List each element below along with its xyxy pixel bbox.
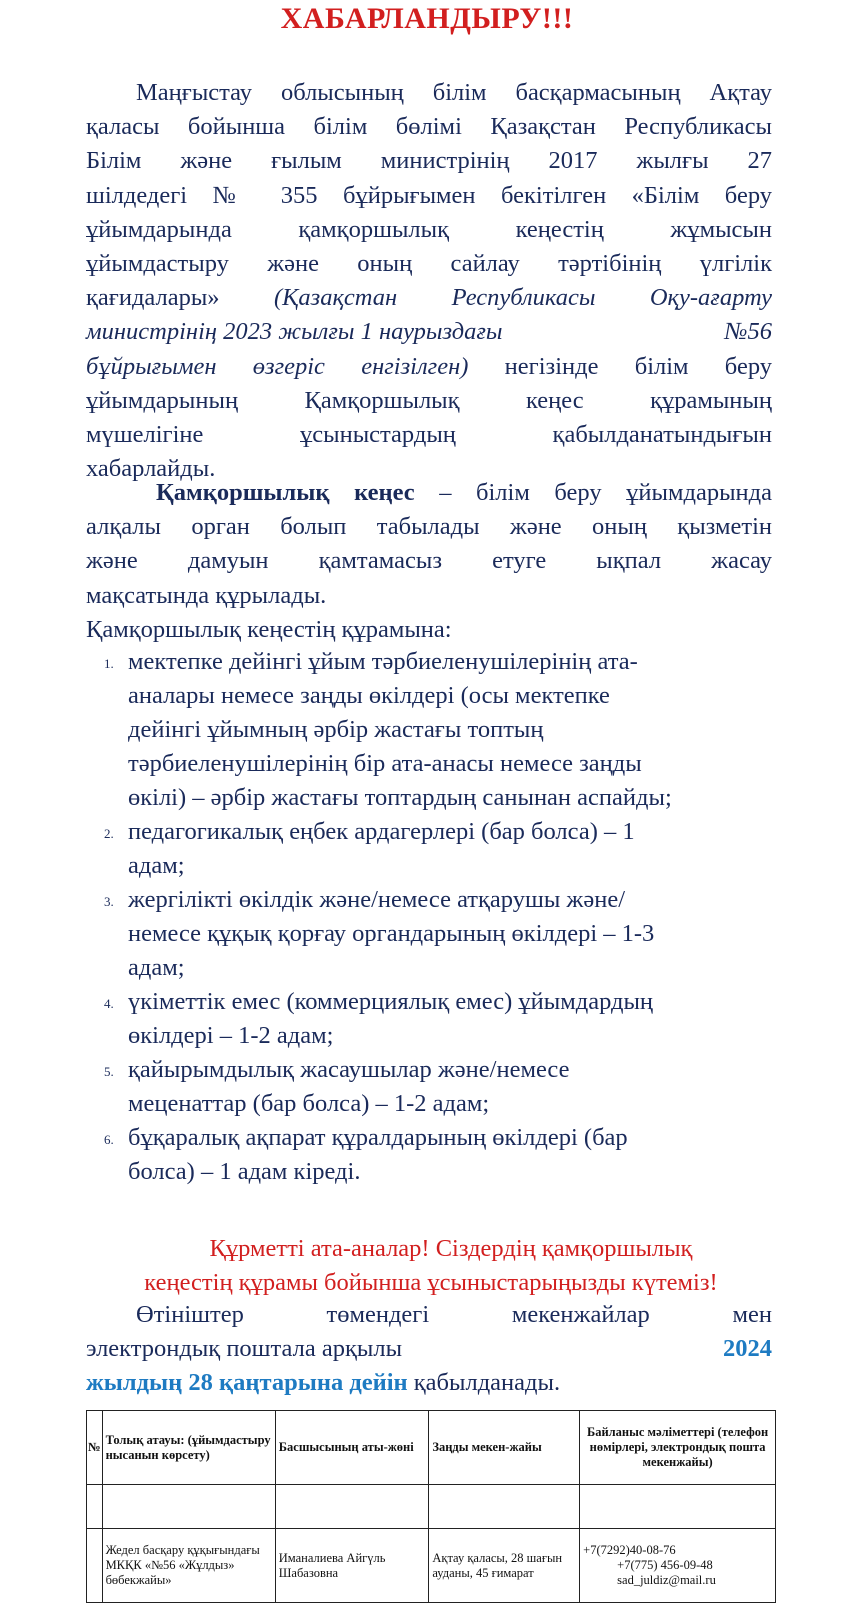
deadline-year: 2024 — [723, 1335, 772, 1363]
header-name: Толық атауы: (ұйымдастыру нысанын көрсету) — [102, 1411, 275, 1485]
list-item — [104, 883, 784, 985]
intro-italic: (Қазақстан Республикасы Оқу-ағарту — [273, 284, 772, 312]
header-head: Басшысының аты-жөні — [275, 1411, 429, 1485]
list-number: 5. — [104, 1064, 114, 1079]
list-item — [104, 1053, 784, 1121]
list-line: мектепке дейінгі ұйым тәрбиеленушілерінің ата- — [128, 648, 638, 675]
list-line: өкілі) – әрбір жастағы топтардың санынан аспайды; — [128, 784, 672, 811]
deadline-line: электрондық поштала арқылы — [86, 1335, 403, 1363]
page-title: ХАБАРЛАНДЫРУ!!! — [280, 2, 574, 35]
cell-address: Ақтау қаласы, 28 шағын ауданы, 45 ғимарат — [429, 1529, 580, 1603]
contact-phone: +7(775) 456-09-48 — [617, 1558, 713, 1572]
list-item — [104, 645, 784, 815]
council-term: Қамқоршылық кеңес — [156, 479, 415, 506]
deadline-word: мекенжайлар — [511, 1301, 650, 1328]
council-paragraph — [86, 476, 772, 647]
table-row — [87, 1529, 776, 1603]
contact-email: sad_juldiz@mail.ru — [617, 1573, 716, 1587]
list-item — [104, 985, 784, 1053]
list-line: адам; — [128, 954, 185, 981]
deadline-word: мен — [732, 1301, 772, 1328]
list-line: адам; — [128, 852, 185, 879]
list-line: бұқаралық ақпарат құралдарының өкілдері (бар — [128, 1124, 628, 1151]
header-address: Заңды мекен-жайы — [429, 1411, 580, 1485]
list-line: немесе құқық қорғау органдарының өкілдері – 1-3 — [128, 920, 655, 947]
list-line: дейінгі ұйымның әрбір жастағы топтың — [128, 716, 544, 743]
council-line: алқалы орган болып табылады және оның қызметін — [86, 513, 772, 541]
intro-line: Білім және ғылым министрінің 2017 жылғы 27 — [86, 147, 772, 175]
list-line: аналары немесе заңды өкілдері (осы мектепке — [128, 682, 610, 709]
list-number: 1. — [104, 656, 114, 671]
contact-table — [86, 1410, 776, 1603]
cell-name: Жедел басқару құқығындағы МКҚК «№56 «Жұлдыз» бөбекжайы» — [102, 1529, 275, 1603]
list-line: меценаттар (бар болса) – 1-2 адам; — [128, 1090, 490, 1117]
list-number: 4. — [104, 996, 114, 1011]
list-line: болса) – 1 адам кіреді. — [128, 1158, 361, 1185]
list-line: өкілдері – 1-2 адам; — [128, 1022, 334, 1049]
intro-line: негізінде білім беру — [504, 352, 773, 380]
table-header-row — [87, 1411, 776, 1485]
cell-num — [87, 1529, 103, 1603]
intro-line: қаласы бойынша білім бөлімі Қазақстан Республикасы — [86, 113, 772, 141]
intro-line: хабарлайды. — [86, 455, 216, 483]
list-line: жергілікті өкілдік және/немесе атқарушы және/ — [128, 886, 626, 913]
list-item — [104, 1121, 784, 1189]
deadline-word: төмендегі — [326, 1301, 430, 1328]
list-number: 3. — [104, 894, 114, 909]
cell-head: Иманалиева Айгүль Шабазовна — [275, 1529, 429, 1603]
intro-line: ұйымдарының Қамқоршылық кеңес құрамының — [86, 386, 772, 414]
intro-paragraph — [86, 76, 772, 486]
table-row-empty — [87, 1485, 776, 1529]
contact-phone: +7(7292)40-08-76 — [583, 1543, 676, 1557]
list-line: қайырымдылық жасаушылар және/немесе — [128, 1056, 570, 1083]
list-line: тәрбиеленушілерінің бір ата-анасы немесе заңды — [128, 750, 642, 777]
appeal-block — [86, 1232, 776, 1300]
council-line: – білім беру ұйымдарында — [439, 479, 772, 506]
intro-line: шілдедегі № 355 бұйрығымен бекітілген «Білім беру — [86, 181, 772, 209]
intro-italic: министрінің 2023 жылғы 1 наурыздағы — [86, 318, 503, 346]
intro-italic: бұйрығымен өзгеріс енгізілген) — [86, 352, 469, 380]
deadline-word: Өтініштер — [136, 1301, 244, 1328]
deadline-date: жылдың 28 қаңтарына дейін — [86, 1369, 408, 1397]
header-num: № — [87, 1411, 103, 1485]
intro-line: мүшелігіне ұсыныстардың қабылданатындығын — [86, 421, 772, 449]
list-line: педагогикалық еңбек ардагерлері (бар болса) – 1 — [128, 818, 635, 845]
cell-contacts — [580, 1529, 776, 1603]
intro-line: Маңғыстау облысының білім басқармасының Ақтау — [136, 79, 772, 106]
list-number: 2. — [104, 826, 114, 841]
deadline-paragraph — [86, 1298, 772, 1401]
header-contacts: Байланыс мәліметтері (телефон нөмірлері, электрондық пошта мекенжайы) — [580, 1411, 776, 1485]
intro-line: ұйымдарында қамқоршылық кеңестің жұмысын — [86, 215, 772, 243]
council-line: және дамуын қамтамасыз етуге ықпал жасау — [86, 547, 772, 575]
composition-heading: Қамқоршылық кеңестің құрамына: — [86, 615, 452, 643]
appeal-line: Құрметті ата-аналар! Сіздердің қамқоршылық — [209, 1235, 693, 1262]
list-number: 6. — [104, 1132, 114, 1147]
order-number: №56 — [724, 318, 772, 346]
intro-line: қағидалары» — [86, 284, 220, 312]
list-line: үкіметтік емес (коммерциялық емес) ұйымдардың — [128, 988, 654, 1015]
appeal-line: кеңестің құрамы бойынша ұсыныстарыңызды күтеміз! — [144, 1269, 718, 1296]
council-line: мақсатында құрылады. — [86, 581, 327, 609]
intro-line: ұйымдастыру және оның сайлау тәртібінің үлгілік — [86, 250, 772, 278]
list-item — [104, 815, 784, 883]
deadline-line: қабылданады. — [413, 1369, 561, 1397]
composition-list — [104, 645, 784, 1189]
